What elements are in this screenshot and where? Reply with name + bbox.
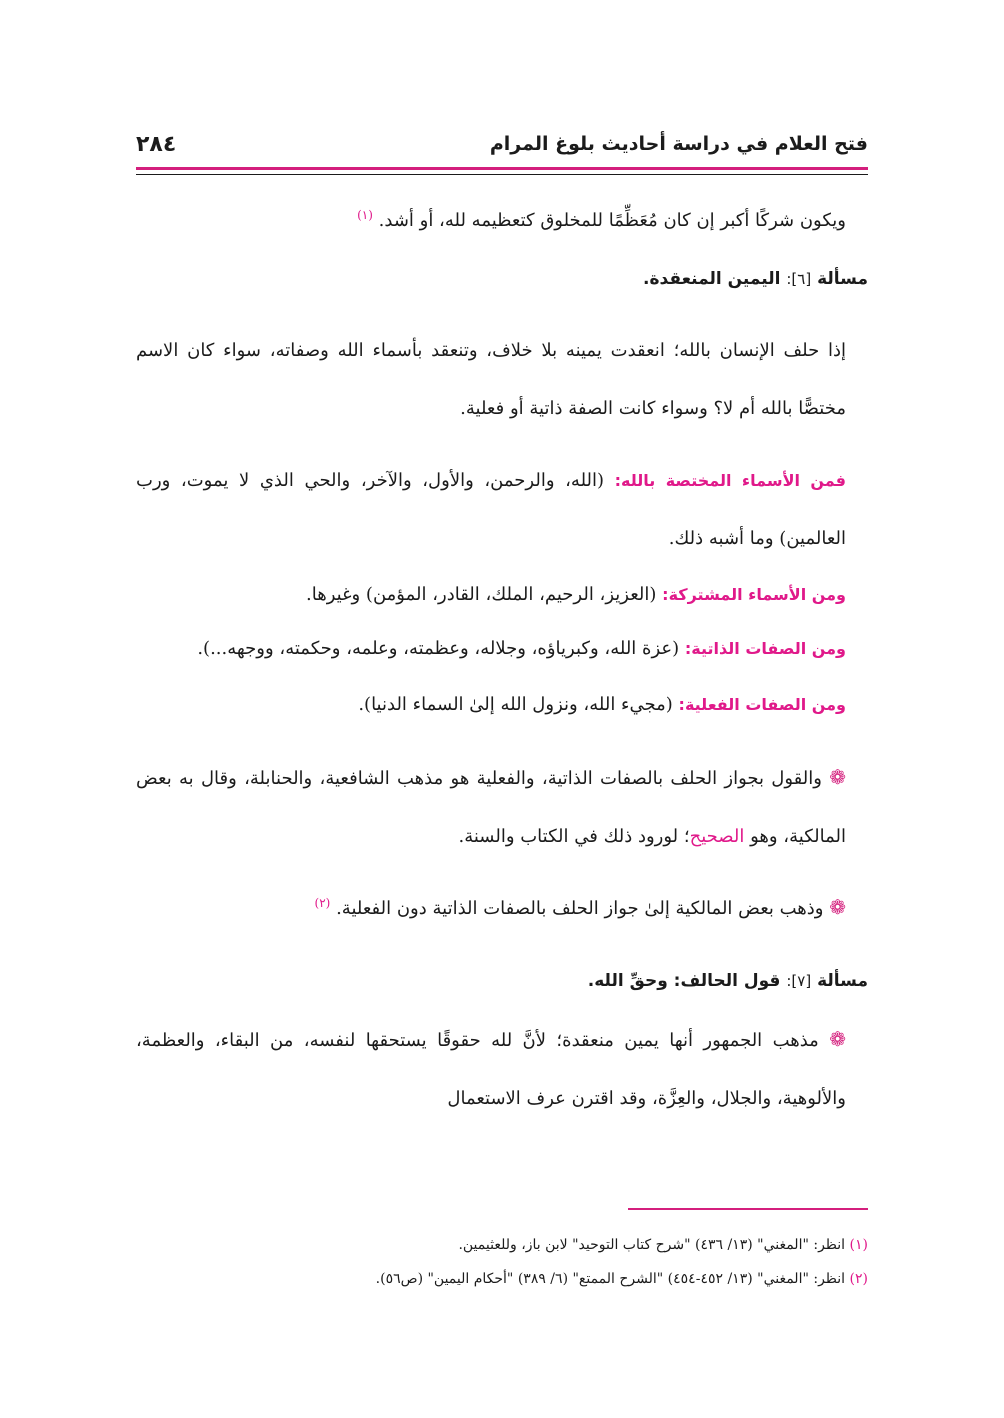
paragraph-5 (136, 622, 868, 676)
header-rule-accent (136, 167, 868, 170)
flower-ornament-icon: ❁ (829, 895, 846, 919)
page-number: ٢٨٤ (136, 131, 177, 157)
paragraph-8 (136, 874, 868, 938)
paragraph-4-label: ومن الأسماء المشتركة: (662, 585, 846, 604)
page-header (136, 124, 868, 164)
paragraph-7 (136, 748, 868, 866)
book-title: فتح العلام في دراسة أحاديث بلوغ المرام (489, 133, 868, 155)
paragraph-8-text: وذهب بعض المالكية إلىٰ جواز الحلف بالصفات الذاتية دون الفعلية. (336, 898, 824, 919)
footnote-ref-2[interactable]: (٢) (314, 896, 331, 910)
footnote-2-text: انظر: "المغني" (١٣/ ٤٥٢-٤٥٤) "الشرح الممتع" (٦/ ٣٨٩) "أحكام اليمين" (ص٥٦). (375, 1271, 846, 1287)
paragraph-6-label: ومن الصفات الفعلية: (678, 695, 846, 714)
header-rule-thin (136, 174, 868, 175)
main-text (136, 186, 868, 1128)
paragraph-6-text: (مجيء الله، ونزول الله إلىٰ السماء الدنيا). (358, 694, 673, 715)
footnote-separator (136, 1208, 868, 1209)
paragraph-1-text: ويكون شركًا أكبر إن كان مُعَظِّمًا للمخلوق كتعظيمه لله، أو أشد. (378, 210, 846, 231)
paragraph-3-label: فمن الأسماء المختصة بالله: (614, 471, 847, 490)
issue-heading-6 (136, 250, 868, 308)
paragraph-1 (136, 186, 868, 250)
flower-ornament-icon: ❁ (829, 765, 846, 789)
flower-ornament-icon: ❁ (829, 1027, 846, 1051)
footnote-ref-1[interactable]: (١) (357, 208, 373, 222)
paragraph-3 (136, 452, 868, 568)
paragraph-7-text-a: والقول بجواز الحلف بالصفات الذاتية، والفعلية هو مذهب الشافعية، والحنابلة، وقال به بعض المالكية، وهو (136, 768, 846, 847)
paragraph-9-text: مذهب الجمهور أنها يمين منعقدة؛ لأنَّ لله حقوقًا يستحقها لنفسه، من البقاء، والعظمة، والألوهية، والجلال، والعِزَّة، وقد اقترن عرف الاستعمال (136, 1030, 846, 1109)
issue-number: [٧]: (786, 972, 812, 990)
footnote-2-number: (٢) (849, 1271, 868, 1287)
paragraph-4 (136, 568, 868, 622)
issue-label: مسألة (817, 269, 868, 289)
footnote-1-text: انظر: "المغني" (١٣/ ٤٣٦) "شرح كتاب التوحيد" لابن باز، وللعثيمين. (458, 1237, 846, 1253)
paragraph-4-text: (العزيز، الرحيم، الملك، القادر، المؤمن) وغيرها. (306, 584, 657, 605)
issue-title: اليمين المنعقدة. (643, 269, 781, 289)
footnote-2 (136, 1262, 868, 1296)
issue-number: [٦]: (786, 270, 812, 288)
issue-heading-7 (136, 952, 868, 1010)
footnotes (136, 1228, 868, 1296)
paragraph-3-text: (الله، والرحمن، والأول، والآخر، والحي الذي لا يموت، ورب العالمين) وما أشبه ذلك. (136, 470, 846, 549)
paragraph-7-text-b: ؛ لورود ذلك في الكتاب والسنة. (458, 826, 690, 847)
paragraph-5-label: ومن الصفات الذاتية: (684, 639, 846, 658)
footnote-1-number: (١) (849, 1237, 868, 1253)
paragraph-7-highlight: الصحيح (689, 826, 745, 847)
paragraph-2-text: إذا حلف الإنسان بالله؛ انعقدت يمينه بلا خلاف، وتنعقد بأسماء الله وصفاته، سواء كان الاسم مختصًّا بالله أم لا؟ وسواء كانت الصفة ذاتية أو فعلية. (136, 340, 846, 419)
issue-label: مسألة (817, 971, 868, 991)
paragraph-6 (136, 676, 868, 734)
footnote-1 (136, 1228, 868, 1262)
paragraph-5-text: (عزة الله، وكبرياؤه، وجلاله، وعظمته، وعلمه، وحكمته، ووجهه...). (197, 638, 680, 659)
paragraph-9 (136, 1010, 868, 1128)
issue-title: قول الحالف: وحقِّ الله. (587, 971, 781, 991)
paragraph-2 (136, 322, 868, 438)
